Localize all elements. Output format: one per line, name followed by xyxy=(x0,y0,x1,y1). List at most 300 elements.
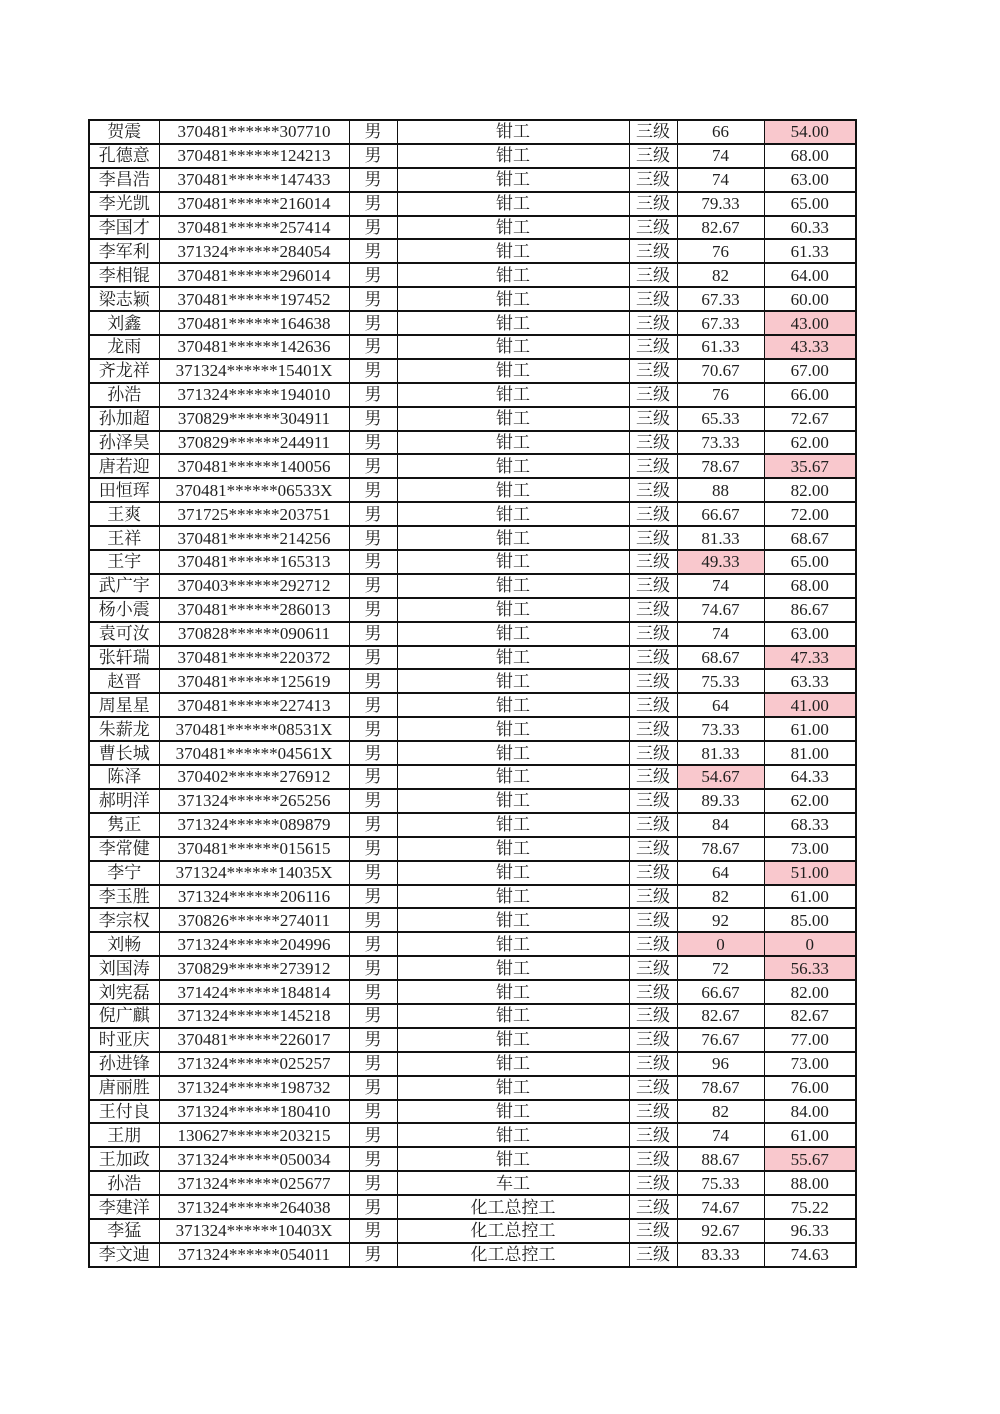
cell-name: 王加政 xyxy=(89,1147,159,1171)
cell-level: 三级 xyxy=(629,789,677,813)
cell-score2: 64.33 xyxy=(764,765,856,789)
cell-id_masked: 370481******307710 xyxy=(159,120,349,144)
table-row xyxy=(89,216,856,240)
cell-name: 李国才 xyxy=(89,216,159,240)
results-table-body xyxy=(89,120,856,1267)
cell-score2: 62.00 xyxy=(764,789,856,813)
cell-gender: 男 xyxy=(349,168,397,192)
cell-score2: 62.00 xyxy=(764,431,856,455)
cell-gender: 男 xyxy=(349,1052,397,1076)
cell-score2: 41.00 xyxy=(764,693,856,717)
cell-id_masked: 370402******276912 xyxy=(159,765,349,789)
cell-score2: 84.00 xyxy=(764,1100,856,1124)
cell-score1: 79.33 xyxy=(677,192,764,216)
cell-score1: 78.67 xyxy=(677,454,764,478)
cell-gender: 男 xyxy=(349,1076,397,1100)
cell-name: 李玉胜 xyxy=(89,885,159,909)
cell-name: 王朋 xyxy=(89,1123,159,1147)
cell-id_masked: 370481******06533X xyxy=(159,478,349,502)
cell-score1: 81.33 xyxy=(677,526,764,550)
cell-name: 李常健 xyxy=(89,837,159,861)
cell-occupation: 钳工 xyxy=(397,239,629,263)
cell-id_masked: 370481******165313 xyxy=(159,550,349,574)
cell-gender: 男 xyxy=(349,574,397,598)
cell-score2: 55.67 xyxy=(764,1147,856,1171)
table-row xyxy=(89,287,856,311)
cell-name: 李宗权 xyxy=(89,908,159,932)
cell-score1: 64 xyxy=(677,693,764,717)
cell-level: 三级 xyxy=(629,1219,677,1243)
cell-level: 三级 xyxy=(629,502,677,526)
table-row xyxy=(89,932,856,956)
cell-gender: 男 xyxy=(349,335,397,359)
cell-id_masked: 370481******015615 xyxy=(159,837,349,861)
cell-name: 曹长城 xyxy=(89,741,159,765)
cell-score2: 96.33 xyxy=(764,1219,856,1243)
cell-score2: 68.33 xyxy=(764,813,856,837)
cell-name: 李猛 xyxy=(89,1219,159,1243)
table-row xyxy=(89,478,856,502)
cell-level: 三级 xyxy=(629,144,677,168)
table-row xyxy=(89,980,856,1004)
cell-id_masked: 370481******08531X xyxy=(159,717,349,741)
cell-name: 王祥 xyxy=(89,526,159,550)
cell-gender: 男 xyxy=(349,407,397,431)
table-row xyxy=(89,813,856,837)
cell-level: 三级 xyxy=(629,741,677,765)
cell-occupation: 钳工 xyxy=(397,1076,629,1100)
cell-score1: 78.67 xyxy=(677,1076,764,1100)
cell-gender: 男 xyxy=(349,216,397,240)
cell-name: 王付良 xyxy=(89,1100,159,1124)
cell-id_masked: 370829******304911 xyxy=(159,407,349,431)
cell-name: 孙泽昊 xyxy=(89,431,159,455)
cell-occupation: 钳工 xyxy=(397,861,629,885)
cell-gender: 男 xyxy=(349,1100,397,1124)
cell-score2: 73.00 xyxy=(764,1052,856,1076)
exam-results-table xyxy=(88,119,857,1268)
table-row xyxy=(89,885,856,909)
cell-id_masked: 370481******124213 xyxy=(159,144,349,168)
cell-score2: 66.00 xyxy=(764,383,856,407)
cell-id_masked: 370481******142636 xyxy=(159,335,349,359)
cell-score2: 63.00 xyxy=(764,622,856,646)
cell-gender: 男 xyxy=(349,1195,397,1219)
cell-name: 袁可汝 xyxy=(89,622,159,646)
cell-score2: 68.67 xyxy=(764,526,856,550)
cell-occupation: 钳工 xyxy=(397,359,629,383)
cell-level: 三级 xyxy=(629,550,677,574)
table-row xyxy=(89,1076,856,1100)
cell-occupation: 钳工 xyxy=(397,263,629,287)
table-row xyxy=(89,717,856,741)
cell-level: 三级 xyxy=(629,120,677,144)
cell-id_masked: 370826******274011 xyxy=(159,908,349,932)
cell-score2: 65.00 xyxy=(764,550,856,574)
cell-score1: 74 xyxy=(677,1123,764,1147)
cell-id_masked: 371324******206116 xyxy=(159,885,349,909)
cell-score1: 89.33 xyxy=(677,789,764,813)
cell-name: 梁志颖 xyxy=(89,287,159,311)
cell-level: 三级 xyxy=(629,908,677,932)
cell-gender: 男 xyxy=(349,502,397,526)
cell-score1: 74 xyxy=(677,574,764,598)
cell-gender: 男 xyxy=(349,550,397,574)
cell-name: 刘畅 xyxy=(89,932,159,956)
cell-id_masked: 371324******025257 xyxy=(159,1052,349,1076)
cell-score2: 61.33 xyxy=(764,239,856,263)
cell-id_masked: 371324******050034 xyxy=(159,1147,349,1171)
cell-score1: 64 xyxy=(677,861,764,885)
cell-level: 三级 xyxy=(629,622,677,646)
cell-name: 郝明洋 xyxy=(89,789,159,813)
cell-occupation: 钳工 xyxy=(397,980,629,1004)
cell-id_masked: 370829******244911 xyxy=(159,431,349,455)
cell-id_masked: 371324******025677 xyxy=(159,1171,349,1195)
cell-gender: 男 xyxy=(349,1171,397,1195)
cell-score2: 77.00 xyxy=(764,1028,856,1052)
cell-name: 张轩瑞 xyxy=(89,646,159,670)
cell-level: 三级 xyxy=(629,717,677,741)
cell-gender: 男 xyxy=(349,932,397,956)
cell-gender: 男 xyxy=(349,646,397,670)
cell-name: 李昌浩 xyxy=(89,168,159,192)
cell-level: 三级 xyxy=(629,431,677,455)
cell-score2: 85.00 xyxy=(764,908,856,932)
cell-occupation: 钳工 xyxy=(397,1123,629,1147)
table-row xyxy=(89,383,856,407)
cell-level: 三级 xyxy=(629,383,677,407)
table-row xyxy=(89,861,856,885)
table-row xyxy=(89,598,856,622)
cell-name: 贺震 xyxy=(89,120,159,144)
cell-id_masked: 371324******264038 xyxy=(159,1195,349,1219)
cell-occupation: 钳工 xyxy=(397,454,629,478)
table-row xyxy=(89,693,856,717)
cell-gender: 男 xyxy=(349,908,397,932)
cell-id_masked: 371424******184814 xyxy=(159,980,349,1004)
cell-score1: 73.33 xyxy=(677,717,764,741)
cell-score2: 64.00 xyxy=(764,263,856,287)
cell-score1: 74 xyxy=(677,168,764,192)
cell-score1: 82 xyxy=(677,885,764,909)
table-row xyxy=(89,1171,856,1195)
table-row xyxy=(89,407,856,431)
cell-score2: 35.67 xyxy=(764,454,856,478)
cell-name: 李宁 xyxy=(89,861,159,885)
cell-occupation: 钳工 xyxy=(397,216,629,240)
cell-id_masked: 370481******216014 xyxy=(159,192,349,216)
cell-score2: 67.00 xyxy=(764,359,856,383)
cell-name: 孔德意 xyxy=(89,144,159,168)
cell-occupation: 钳工 xyxy=(397,335,629,359)
cell-score2: 86.67 xyxy=(764,598,856,622)
cell-name: 朱薪龙 xyxy=(89,717,159,741)
cell-score2: 65.00 xyxy=(764,192,856,216)
cell-score1: 92 xyxy=(677,908,764,932)
cell-occupation: 钳工 xyxy=(397,1052,629,1076)
table-row xyxy=(89,908,856,932)
cell-score2: 63.00 xyxy=(764,168,856,192)
cell-occupation: 钳工 xyxy=(397,622,629,646)
cell-name: 李光凯 xyxy=(89,192,159,216)
cell-gender: 男 xyxy=(349,287,397,311)
table-row xyxy=(89,1052,856,1076)
cell-level: 三级 xyxy=(629,1147,677,1171)
cell-gender: 男 xyxy=(349,765,397,789)
cell-name: 孙加超 xyxy=(89,407,159,431)
cell-level: 三级 xyxy=(629,598,677,622)
cell-score1: 67.33 xyxy=(677,311,764,335)
table-row xyxy=(89,550,856,574)
table-row xyxy=(89,574,856,598)
cell-name: 唐若迎 xyxy=(89,454,159,478)
cell-score2: 73.00 xyxy=(764,837,856,861)
cell-occupation: 化工总控工 xyxy=(397,1243,629,1267)
cell-score1: 68.67 xyxy=(677,646,764,670)
cell-occupation: 钳工 xyxy=(397,383,629,407)
table-row xyxy=(89,144,856,168)
cell-id_masked: 370403******292712 xyxy=(159,574,349,598)
cell-id_masked: 370481******125619 xyxy=(159,669,349,693)
cell-occupation: 钳工 xyxy=(397,502,629,526)
table-row xyxy=(89,956,856,980)
cell-name: 刘国涛 xyxy=(89,956,159,980)
cell-occupation: 钳工 xyxy=(397,669,629,693)
cell-name: 李相锟 xyxy=(89,263,159,287)
cell-score1: 76 xyxy=(677,383,764,407)
cell-gender: 男 xyxy=(349,837,397,861)
cell-score1: 49.33 xyxy=(677,550,764,574)
cell-score2: 75.22 xyxy=(764,1195,856,1219)
cell-occupation: 钳工 xyxy=(397,311,629,335)
cell-gender: 男 xyxy=(349,1147,397,1171)
cell-score1: 82.67 xyxy=(677,1004,764,1028)
cell-id_masked: 370829******273912 xyxy=(159,956,349,980)
table-row xyxy=(89,837,856,861)
cell-level: 三级 xyxy=(629,359,677,383)
cell-occupation: 钳工 xyxy=(397,646,629,670)
cell-occupation: 钳工 xyxy=(397,431,629,455)
cell-score2: 68.00 xyxy=(764,144,856,168)
cell-id_masked: 370481******220372 xyxy=(159,646,349,670)
cell-id_masked: 371324******14035X xyxy=(159,861,349,885)
cell-gender: 男 xyxy=(349,789,397,813)
cell-occupation: 钳工 xyxy=(397,1147,629,1171)
cell-score1: 82 xyxy=(677,263,764,287)
cell-level: 三级 xyxy=(629,407,677,431)
cell-id_masked: 370481******147433 xyxy=(159,168,349,192)
cell-score2: 54.00 xyxy=(764,120,856,144)
cell-occupation: 钳工 xyxy=(397,526,629,550)
cell-score2: 56.33 xyxy=(764,956,856,980)
cell-name: 王宇 xyxy=(89,550,159,574)
cell-score1: 75.33 xyxy=(677,1171,764,1195)
cell-level: 三级 xyxy=(629,861,677,885)
cell-level: 三级 xyxy=(629,335,677,359)
cell-level: 三级 xyxy=(629,454,677,478)
cell-score1: 96 xyxy=(677,1052,764,1076)
cell-gender: 男 xyxy=(349,478,397,502)
cell-occupation: 车工 xyxy=(397,1171,629,1195)
cell-gender: 男 xyxy=(349,956,397,980)
cell-gender: 男 xyxy=(349,980,397,1004)
cell-score1: 70.67 xyxy=(677,359,764,383)
cell-level: 三级 xyxy=(629,956,677,980)
cell-name: 李军利 xyxy=(89,239,159,263)
cell-score2: 82.67 xyxy=(764,1004,856,1028)
cell-gender: 男 xyxy=(349,669,397,693)
cell-gender: 男 xyxy=(349,598,397,622)
cell-score2: 72.00 xyxy=(764,502,856,526)
cell-occupation: 钳工 xyxy=(397,741,629,765)
cell-score2: 74.63 xyxy=(764,1243,856,1267)
table-row xyxy=(89,1147,856,1171)
cell-level: 三级 xyxy=(629,837,677,861)
table-row xyxy=(89,263,856,287)
cell-id_masked: 370481******227413 xyxy=(159,693,349,717)
cell-occupation: 钳工 xyxy=(397,144,629,168)
cell-id_masked: 370481******296014 xyxy=(159,263,349,287)
cell-occupation: 钳工 xyxy=(397,287,629,311)
cell-level: 三级 xyxy=(629,1076,677,1100)
cell-name: 赵晋 xyxy=(89,669,159,693)
cell-level: 三级 xyxy=(629,526,677,550)
cell-occupation: 钳工 xyxy=(397,956,629,980)
cell-id_masked: 371324******194010 xyxy=(159,383,349,407)
cell-level: 三级 xyxy=(629,239,677,263)
cell-occupation: 钳工 xyxy=(397,478,629,502)
table-row xyxy=(89,120,856,144)
cell-score2: 51.00 xyxy=(764,861,856,885)
cell-score1: 67.33 xyxy=(677,287,764,311)
cell-score2: 43.00 xyxy=(764,311,856,335)
cell-id_masked: 371324******089879 xyxy=(159,813,349,837)
cell-name: 武广宇 xyxy=(89,574,159,598)
cell-id_masked: 371324******284054 xyxy=(159,239,349,263)
cell-level: 三级 xyxy=(629,287,677,311)
cell-name: 刘鑫 xyxy=(89,311,159,335)
cell-name: 周星星 xyxy=(89,693,159,717)
cell-gender: 男 xyxy=(349,622,397,646)
table-row xyxy=(89,669,856,693)
cell-name: 杨小震 xyxy=(89,598,159,622)
cell-score1: 74.67 xyxy=(677,1195,764,1219)
cell-occupation: 化工总控工 xyxy=(397,1195,629,1219)
cell-occupation: 钳工 xyxy=(397,932,629,956)
cell-occupation: 钳工 xyxy=(397,813,629,837)
table-row xyxy=(89,1195,856,1219)
cell-score2: 72.67 xyxy=(764,407,856,431)
cell-gender: 男 xyxy=(349,717,397,741)
table-row xyxy=(89,1004,856,1028)
cell-score1: 72 xyxy=(677,956,764,980)
cell-id_masked: 371324******15401X xyxy=(159,359,349,383)
cell-score2: 61.00 xyxy=(764,1123,856,1147)
cell-name: 孙浩 xyxy=(89,1171,159,1195)
cell-score2: 47.33 xyxy=(764,646,856,670)
cell-id_masked: 130627******203215 xyxy=(159,1123,349,1147)
cell-name: 孙进锋 xyxy=(89,1052,159,1076)
cell-id_masked: 371324******145218 xyxy=(159,1004,349,1028)
cell-id_masked: 371324******204996 xyxy=(159,932,349,956)
cell-score1: 76 xyxy=(677,239,764,263)
cell-id_masked: 371324******054011 xyxy=(159,1243,349,1267)
cell-occupation: 化工总控工 xyxy=(397,1219,629,1243)
cell-level: 三级 xyxy=(629,932,677,956)
cell-name: 田恒珲 xyxy=(89,478,159,502)
table-row xyxy=(89,168,856,192)
cell-score2: 0 xyxy=(764,932,856,956)
cell-gender: 男 xyxy=(349,1028,397,1052)
cell-level: 三级 xyxy=(629,1004,677,1028)
cell-gender: 男 xyxy=(349,1219,397,1243)
cell-score1: 74.67 xyxy=(677,598,764,622)
cell-level: 三级 xyxy=(629,192,677,216)
cell-occupation: 钳工 xyxy=(397,1028,629,1052)
cell-name: 孙浩 xyxy=(89,383,159,407)
cell-id_masked: 370481******164638 xyxy=(159,311,349,335)
cell-id_masked: 370481******04561X xyxy=(159,741,349,765)
cell-gender: 男 xyxy=(349,1123,397,1147)
table-row xyxy=(89,765,856,789)
cell-name: 倪广麒 xyxy=(89,1004,159,1028)
cell-level: 三级 xyxy=(629,1123,677,1147)
cell-name: 龙雨 xyxy=(89,335,159,359)
cell-level: 三级 xyxy=(629,1028,677,1052)
cell-score1: 66 xyxy=(677,120,764,144)
cell-score2: 81.00 xyxy=(764,741,856,765)
cell-level: 三级 xyxy=(629,980,677,1004)
cell-score2: 60.33 xyxy=(764,216,856,240)
cell-score1: 82.67 xyxy=(677,216,764,240)
cell-score1: 78.67 xyxy=(677,837,764,861)
cell-score1: 75.33 xyxy=(677,669,764,693)
cell-name: 齐龙祥 xyxy=(89,359,159,383)
cell-score2: 88.00 xyxy=(764,1171,856,1195)
cell-occupation: 钳工 xyxy=(397,717,629,741)
cell-id_masked: 370481******214256 xyxy=(159,526,349,550)
cell-gender: 男 xyxy=(349,861,397,885)
cell-score1: 82 xyxy=(677,1100,764,1124)
cell-name: 王爽 xyxy=(89,502,159,526)
cell-score1: 84 xyxy=(677,813,764,837)
table-row xyxy=(89,1123,856,1147)
cell-gender: 男 xyxy=(349,885,397,909)
cell-gender: 男 xyxy=(349,526,397,550)
cell-gender: 男 xyxy=(349,311,397,335)
cell-name: 陈泽 xyxy=(89,765,159,789)
table-row xyxy=(89,646,856,670)
table-row xyxy=(89,526,856,550)
cell-level: 三级 xyxy=(629,885,677,909)
cell-level: 三级 xyxy=(629,765,677,789)
table-row xyxy=(89,741,856,765)
cell-name: 时亚庆 xyxy=(89,1028,159,1052)
cell-occupation: 钳工 xyxy=(397,837,629,861)
cell-level: 三级 xyxy=(629,693,677,717)
cell-score1: 76.67 xyxy=(677,1028,764,1052)
table-row xyxy=(89,192,856,216)
cell-score2: 76.00 xyxy=(764,1076,856,1100)
cell-score1: 61.33 xyxy=(677,335,764,359)
cell-score1: 83.33 xyxy=(677,1243,764,1267)
cell-id_masked: 371324******198732 xyxy=(159,1076,349,1100)
cell-gender: 男 xyxy=(349,431,397,455)
cell-score1: 65.33 xyxy=(677,407,764,431)
cell-occupation: 钳工 xyxy=(397,885,629,909)
cell-level: 三级 xyxy=(629,168,677,192)
